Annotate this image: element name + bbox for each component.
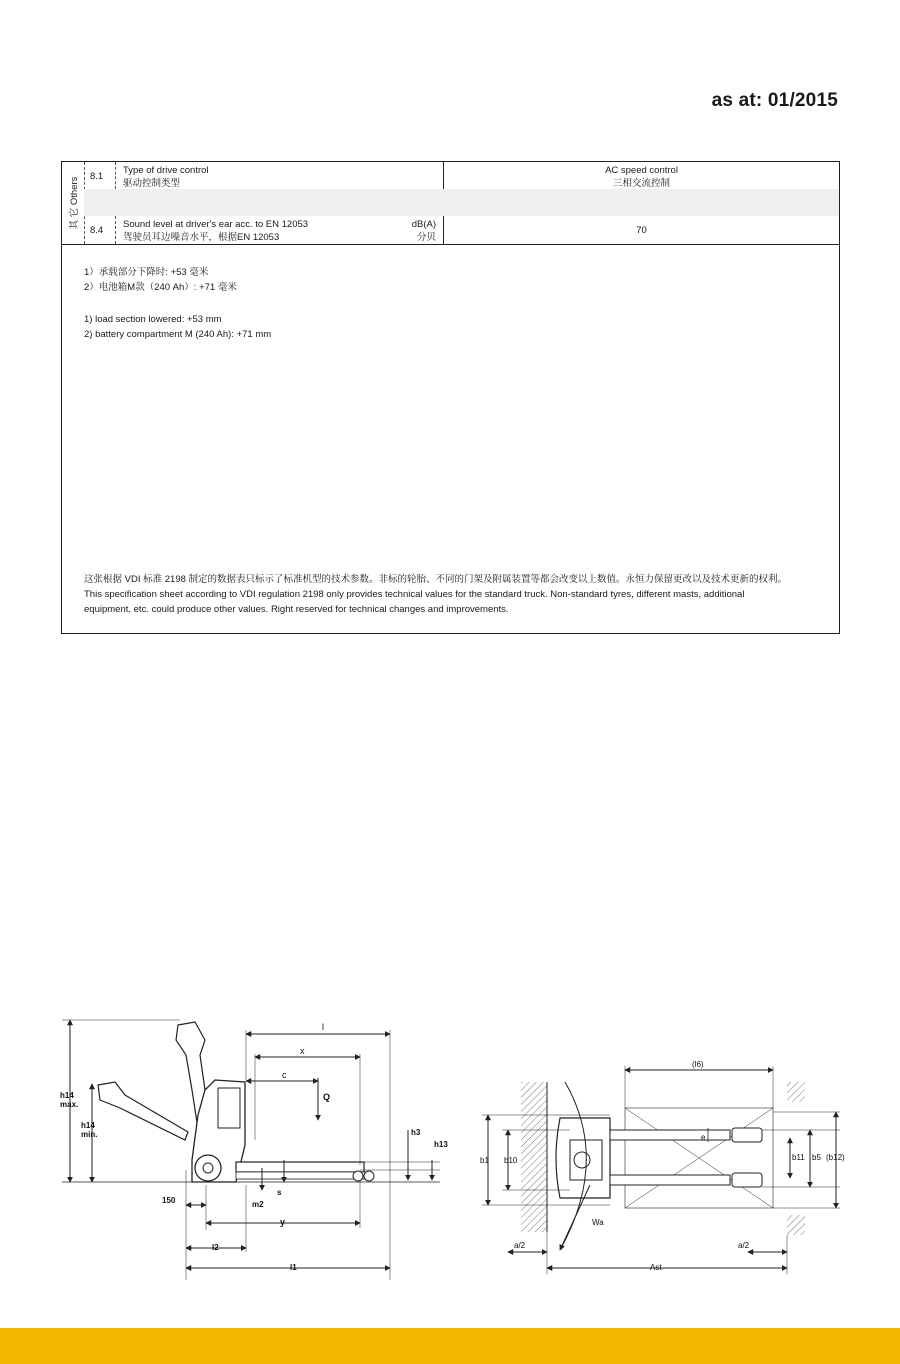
row-number: 8.4 [84,216,116,244]
table-row [84,162,839,189]
group-label [62,162,85,244]
disclaimer-en-1: This specification sheet according to VDI regulation 2198 only provides technical values for the standard truck. Non-standard tyres, different masts, additional [84,589,745,600]
desc-en: Sound level at driver's ear acc. to EN 12053 [123,219,309,230]
label-b12: (b12) [826,1153,845,1162]
label-a2-left: a/2 [514,1241,526,1250]
desc-cn: 驾驶员耳边噪音水平，根据EN 12053 [123,232,280,243]
label-l6: (l6) [692,1060,704,1069]
value-cn: 三相交流控制 [612,178,670,189]
spec-table [62,162,839,245]
label-h13: h13 [434,1140,448,1149]
spec-box [61,161,840,634]
label-Q: Q [323,1092,331,1102]
label-a2-right: a/2 [738,1241,750,1250]
drawings-svg [0,1010,900,1280]
disclaimer-cn: 这张根据 VDI 标准 2198 制定的数据表只标示了标准机型的技术参数。非标的轮胎、不同的门架及附属装置等都会改变以上数值。永恒力保留更改以及技术更新的权利。 [84,574,788,585]
label-Wa: Wa [592,1218,604,1227]
label-h14-max: h14 [60,1091,74,1100]
side-view [62,1020,440,1280]
label-l1: l1 [290,1263,297,1272]
note-line: 1) load section lowered: +53 mm [84,314,222,325]
note-line: 2) battery compartment M (240 Ah): +71 mm [84,328,272,340]
label-h14-min: h14 [81,1121,95,1130]
unit-cn: 分贝 [416,232,436,243]
label-150: 150 [162,1196,176,1205]
disclaimer-en-2: equipment, etc. could produce other values. Right reserved for technical changes and improvements. [84,604,509,615]
label-s: s [277,1188,282,1197]
label-max: max. [60,1100,79,1109]
label-x: x [300,1046,305,1056]
row-description [116,162,444,189]
table-row [84,189,839,216]
label-l: l [322,1022,324,1032]
top-view [482,1066,840,1274]
row-description [116,189,444,216]
notes-cn [84,266,237,295]
unit-en: dB(A) [411,219,436,230]
group-label-text: 其 它 Others [69,176,80,230]
row-unit [412,218,436,244]
desc-cn: 驱动控制类型 [123,178,181,189]
label-m2: m2 [252,1200,264,1209]
row-value [444,189,839,218]
label-min: min. [81,1130,98,1139]
row-value: 70 [636,225,647,236]
label-c: c [282,1070,287,1080]
label-Ast: Ast [650,1263,662,1272]
row-number: 8.1 [84,162,116,189]
table-row [84,216,839,244]
footer-bar [0,1328,900,1364]
label-b5: b5 [812,1153,821,1162]
disclaimer [84,572,824,617]
label-l2: l2 [212,1243,219,1252]
note-line: 2）电池箱M款（240 Ah）: +71 毫米 [84,281,237,293]
note-line: 1）承载部分下降时: +53 毫米 [84,267,209,278]
row-number [84,189,116,216]
row-value [444,162,839,191]
as-at-date: as at: 01/2015 [711,90,838,111]
technical-drawings [0,1010,900,1280]
notes-en [84,313,271,342]
desc-en: Type of drive control [123,165,209,176]
label-b11: b11 [792,1153,805,1162]
label-b10: b10 [504,1156,518,1165]
label-e: e [701,1133,706,1142]
label-h3: h3 [411,1128,421,1137]
row-description [116,216,444,244]
value-en: AC speed control [605,165,678,176]
label-y: y [280,1217,286,1227]
label-b1: b1 [480,1156,489,1165]
